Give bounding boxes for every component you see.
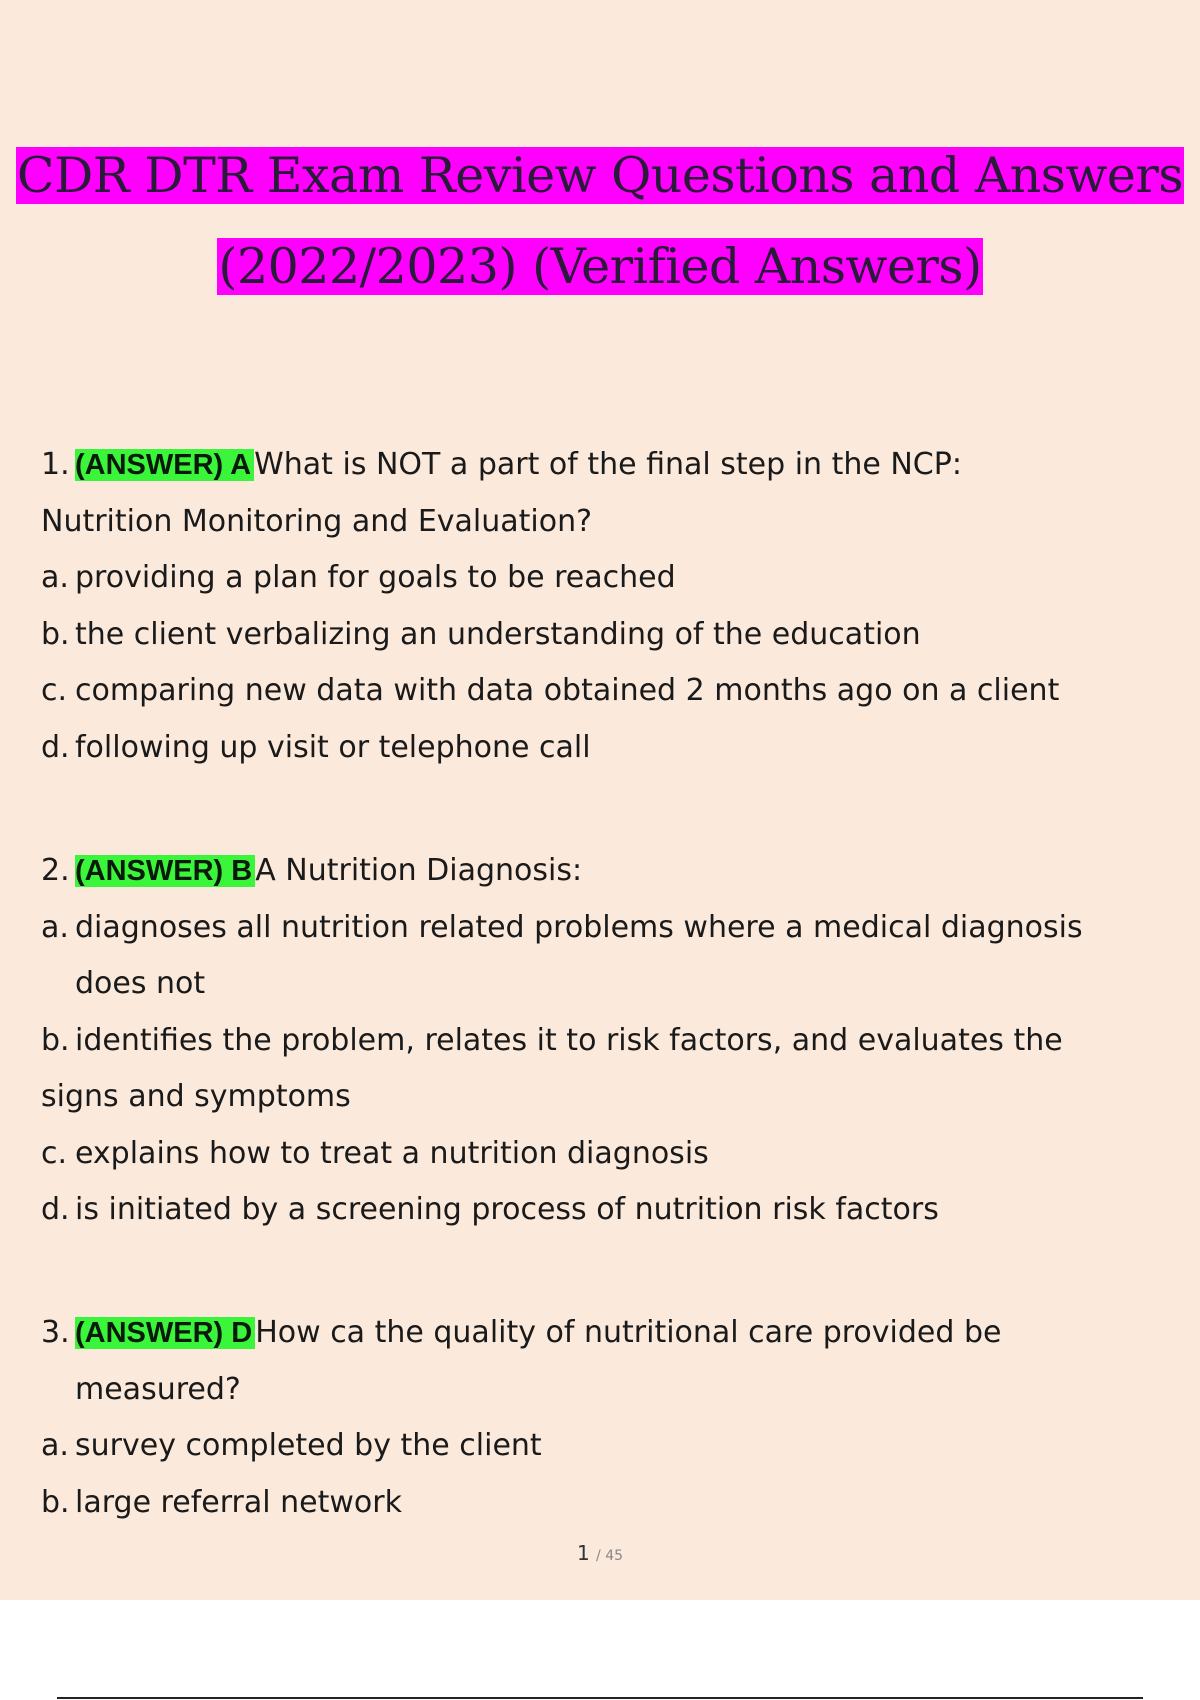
question-3 <box>41 1305 1171 1531</box>
option-letter: c. <box>41 1135 68 1171</box>
question-stem <box>41 437 1171 494</box>
option-a <box>41 900 1171 957</box>
option-b <box>41 1013 1171 1070</box>
option-d <box>41 1182 1171 1239</box>
question-number: 2. <box>41 853 70 888</box>
option-a-continued: does not <box>75 966 206 1001</box>
option-b <box>41 607 1171 664</box>
current-page: 1 <box>576 1541 590 1565</box>
option-letter: d. <box>41 1192 70 1227</box>
option-text: explains how to treat a nutrition diagnosis <box>75 1135 709 1171</box>
option-letter: b. <box>41 616 70 652</box>
title-line-2: (2022/2023) (Verified Answers) <box>218 238 982 295</box>
page-number <box>0 1541 1200 1565</box>
total-pages: / 45 <box>596 1548 624 1564</box>
question-number: 3. <box>41 1315 70 1350</box>
answer-tag: (ANSWER) B <box>75 855 255 887</box>
question-text-continued: measured? <box>75 1371 241 1407</box>
option-a <box>41 550 1171 607</box>
option-letter: b. <box>41 1484 70 1520</box>
option-text: the client verbalizing an understanding of the education <box>75 616 921 652</box>
option-text: large referral network <box>75 1484 402 1520</box>
option-c <box>41 663 1171 720</box>
option-letter: b. <box>41 1022 70 1058</box>
answer-tag: (ANSWER) D <box>75 1317 255 1349</box>
option-letter: d. <box>41 729 70 765</box>
option-text: diagnoses all nutrition related problems where a medical diagnosis <box>75 909 1083 945</box>
option-text: providing a plan for goals to be reached <box>75 560 676 595</box>
option-c <box>41 1126 1171 1183</box>
option-text: following up visit or telephone call <box>75 729 591 765</box>
question-number: 1. <box>41 447 70 482</box>
option-b <box>41 1475 1171 1532</box>
question-stem <box>41 843 1171 900</box>
option-text: identifies the problem, relates it to risk factors, and evaluates the <box>75 1022 1063 1058</box>
option-b-continued: signs and symptoms <box>41 1079 351 1114</box>
option-text: is initiated by a screening process of nutrition risk factors <box>75 1192 939 1227</box>
question-1 <box>41 437 1171 776</box>
question-2 <box>41 843 1171 1239</box>
answer-tag: (ANSWER) A <box>75 449 254 481</box>
page-divider <box>57 1697 1143 1699</box>
question-stem <box>41 1305 1171 1362</box>
option-d <box>41 720 1171 777</box>
document-title <box>0 130 1200 312</box>
question-text: A Nutrition Diagnosis: <box>255 853 583 888</box>
option-text: comparing new data with data obtained 2 months ago on a client <box>75 673 1060 708</box>
option-a <box>41 1418 1171 1475</box>
title-line-1: CDR DTR Exam Review Questions and Answers <box>17 147 1183 204</box>
option-letter: a. <box>41 909 69 945</box>
question-text: How ca the quality of nutritional care provided be <box>255 1315 1002 1350</box>
option-letter: a. <box>41 1428 69 1463</box>
question-text: What is NOT a part of the final step in the NCP: <box>254 447 962 482</box>
question-text-continued: Nutrition Monitoring and Evaluation? <box>41 503 593 539</box>
option-letter: a. <box>41 560 69 595</box>
option-text: survey completed by the client <box>75 1428 542 1463</box>
option-letter: c. <box>41 673 68 708</box>
